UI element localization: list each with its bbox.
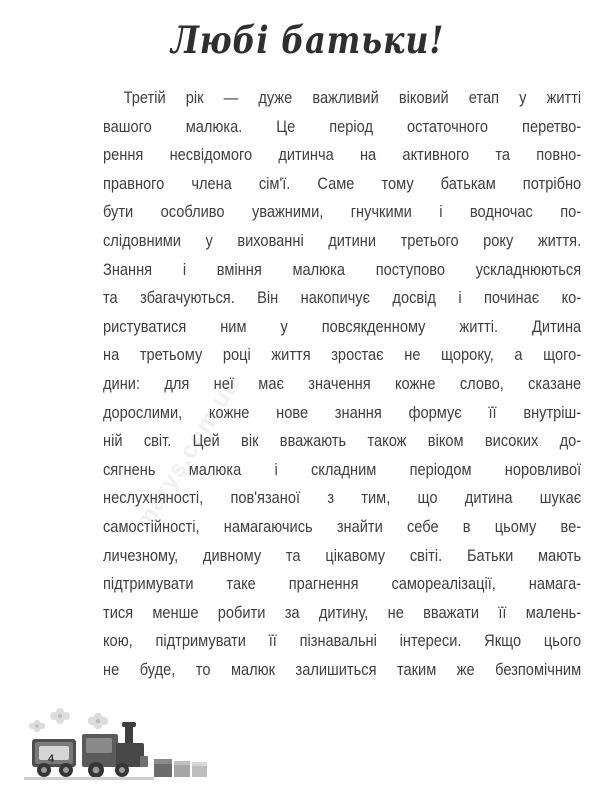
flowers-icon [29,708,108,732]
text-line: та збагачуються. Він накопичує досвід і починає ко- [103,288,582,308]
text-line: бути особливо уважними, гнучкими і водночас по- [103,202,582,222]
text-line: дорослими, кожне нове знання формує її внутріш- [103,402,582,422]
footer-decoration [14,702,224,782]
body-text [103,84,581,684]
text-line: вашого малюка. Це період остаточного перетво- [103,116,582,136]
text-line: кою, підтримувати її пізнавальні інтереси. Якщо цього [103,631,582,651]
text-line: правного члена сім'ї. Саме тому батькам потрібно [103,173,582,193]
watermark-text: marys.com.ua [130,372,245,535]
page-number: 4 [47,753,55,765]
text-line: тися менше робити за дитину, не вважати її малень- [103,602,582,622]
blocks-icon [154,759,207,777]
page-title: Любі батьки! [170,18,445,62]
text-line: підтримувати таке прагнення самореалізації, намага- [103,574,582,594]
text-line: рення несвідомого дитинча на активного та повно- [103,145,582,165]
text-line: ристуватися ним у повсякденному житті. Дитина [103,316,582,336]
text-line: дини: для неї має значення кожне слово, сказане [103,373,582,393]
text-line: Третій рік — дуже важливий віковий етап у житті [123,88,582,107]
text-line: сягнень малюка і складним періодом норовливої [103,459,582,479]
text-line: самостійності, намагаючись знайти себе в цьому ве- [103,516,582,536]
text-line: Знання і вміння малюка поступово ускладнюються [103,259,582,279]
text-line: не буде, то малюк залишиться таким же безпомічним [103,659,582,679]
text-line: на третьому році життя зростає не щороку, а щого- [103,345,582,365]
text-line: личезному, дивному та цікавому світі. Батьки мають [103,545,582,565]
text-line: неслухняності, пов'язаної з тим, що дитина шукає [103,488,582,508]
text-line: ній світ. Цей вік вважають також віком високих до- [103,431,582,451]
text-line: слідовними у вихованні дитини третього року життя. [103,230,582,250]
